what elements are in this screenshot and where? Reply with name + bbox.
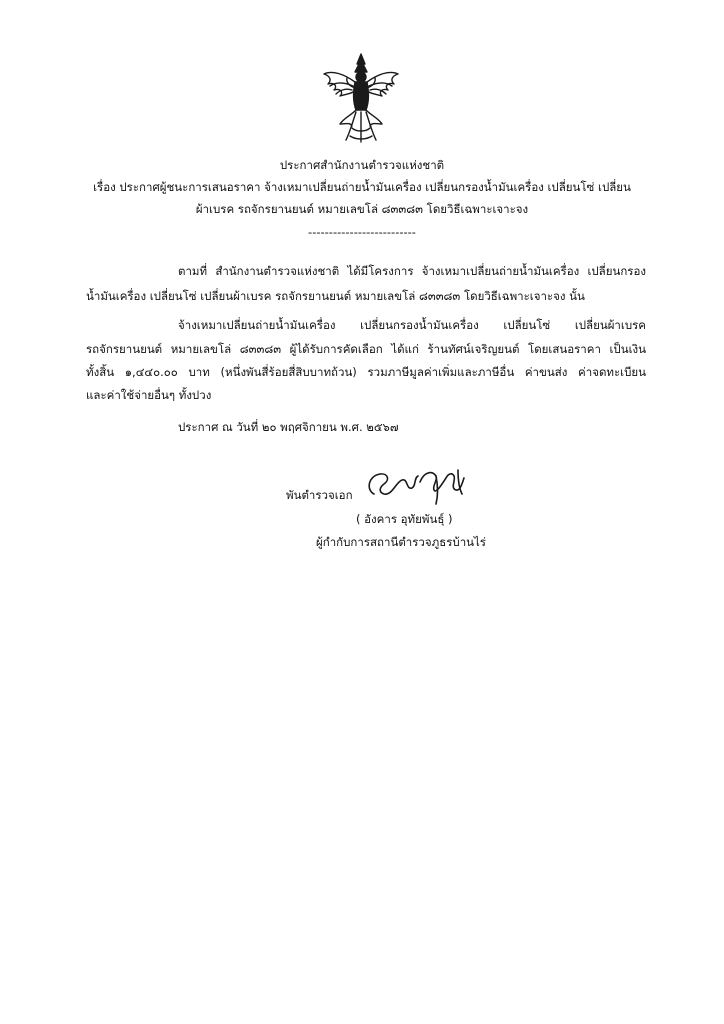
announce-date: ประกาศ ณ วันที่ ๒๐ พฤศจิกายน พ.ศ. ๒๕๖๗	[178, 420, 399, 434]
paragraph-2-line-2: รถจักรยานยนต์ หมายเลขโล่ ๘๓๓๘๓ ผู้ได้รับการคัดเลือก ได้แก่ ร้านทัศน์เจริญยนต์ โดยเสนอราคา เป็นเงิน	[86, 342, 646, 356]
handwritten-signature-icon	[362, 464, 470, 508]
signer-rank: พันตำรวจเอก	[286, 488, 353, 502]
paragraph-2-line-1: จ้างเหมาเปลี่ยนถ่ายน้ำมันเครื่อง เปลี่ยนกรองน้ำมันเครื่อง เปลี่ยนโซ่ เปลี่ยนผ้าเบรค	[178, 318, 646, 332]
header-divider: --------------------------	[308, 225, 416, 239]
garuda-emblem-icon	[322, 52, 400, 144]
subject-line-1: เรื่อง ประกาศผู้ชนะการเสนอราคา จ้างเหมาเปลี่ยนถ่ายน้ำมันเครื่อง เปลี่ยนกรองน้ำมันเครื่อง เปลี่ยนโซ่ เปลี่ยน	[93, 180, 631, 194]
document-title: ประกาศสำนักงานตำรวจแห่งชาติ	[279, 158, 445, 172]
paragraph-1-line-2: น้ำมันเครื่อง เปลี่ยนโซ่ เปลี่ยนผ้าเบรค รถจักรยานยนต์ หมายเลขโล่ ๘๓๓๘๓ โดยวิธีเฉพาะเจาะจง นั้น	[86, 289, 585, 303]
signer-position: ผู้กำกับการสถานีตำรวจภูธรบ้านไร่	[316, 535, 486, 549]
signer-name: ( อังคาร อุทัยพันธุ์ )	[356, 512, 453, 526]
paragraph-2-line-4: และค่าใช้จ่ายอื่นๆ ทั้งปวง	[86, 388, 212, 402]
paragraph-1-line-1: ตามที่ สำนักงานตำรวจแห่งชาติ ได้มีโครงการ จ้างเหมาเปลี่ยนถ่ายน้ำมันเครื่อง เปลี่ยนกรอง	[178, 264, 646, 278]
paragraph-2-line-3: ทั้งสิ้น ๑,๔๔๐.๐๐ บาท (หนึ่งพันสี่ร้อยสี่สิบบาทถ้วน) รวมภาษีมูลค่าเพิ่มและภาษีอื่น ค่าขนส่ง ค่าจดทะเบียน	[86, 365, 646, 379]
subject-line-2: ผ้าเบรค รถจักรยานยนต์ หมายเลขโล่ ๘๓๓๘๓ โดยวิธีเฉพาะเจาะจง	[195, 202, 529, 216]
